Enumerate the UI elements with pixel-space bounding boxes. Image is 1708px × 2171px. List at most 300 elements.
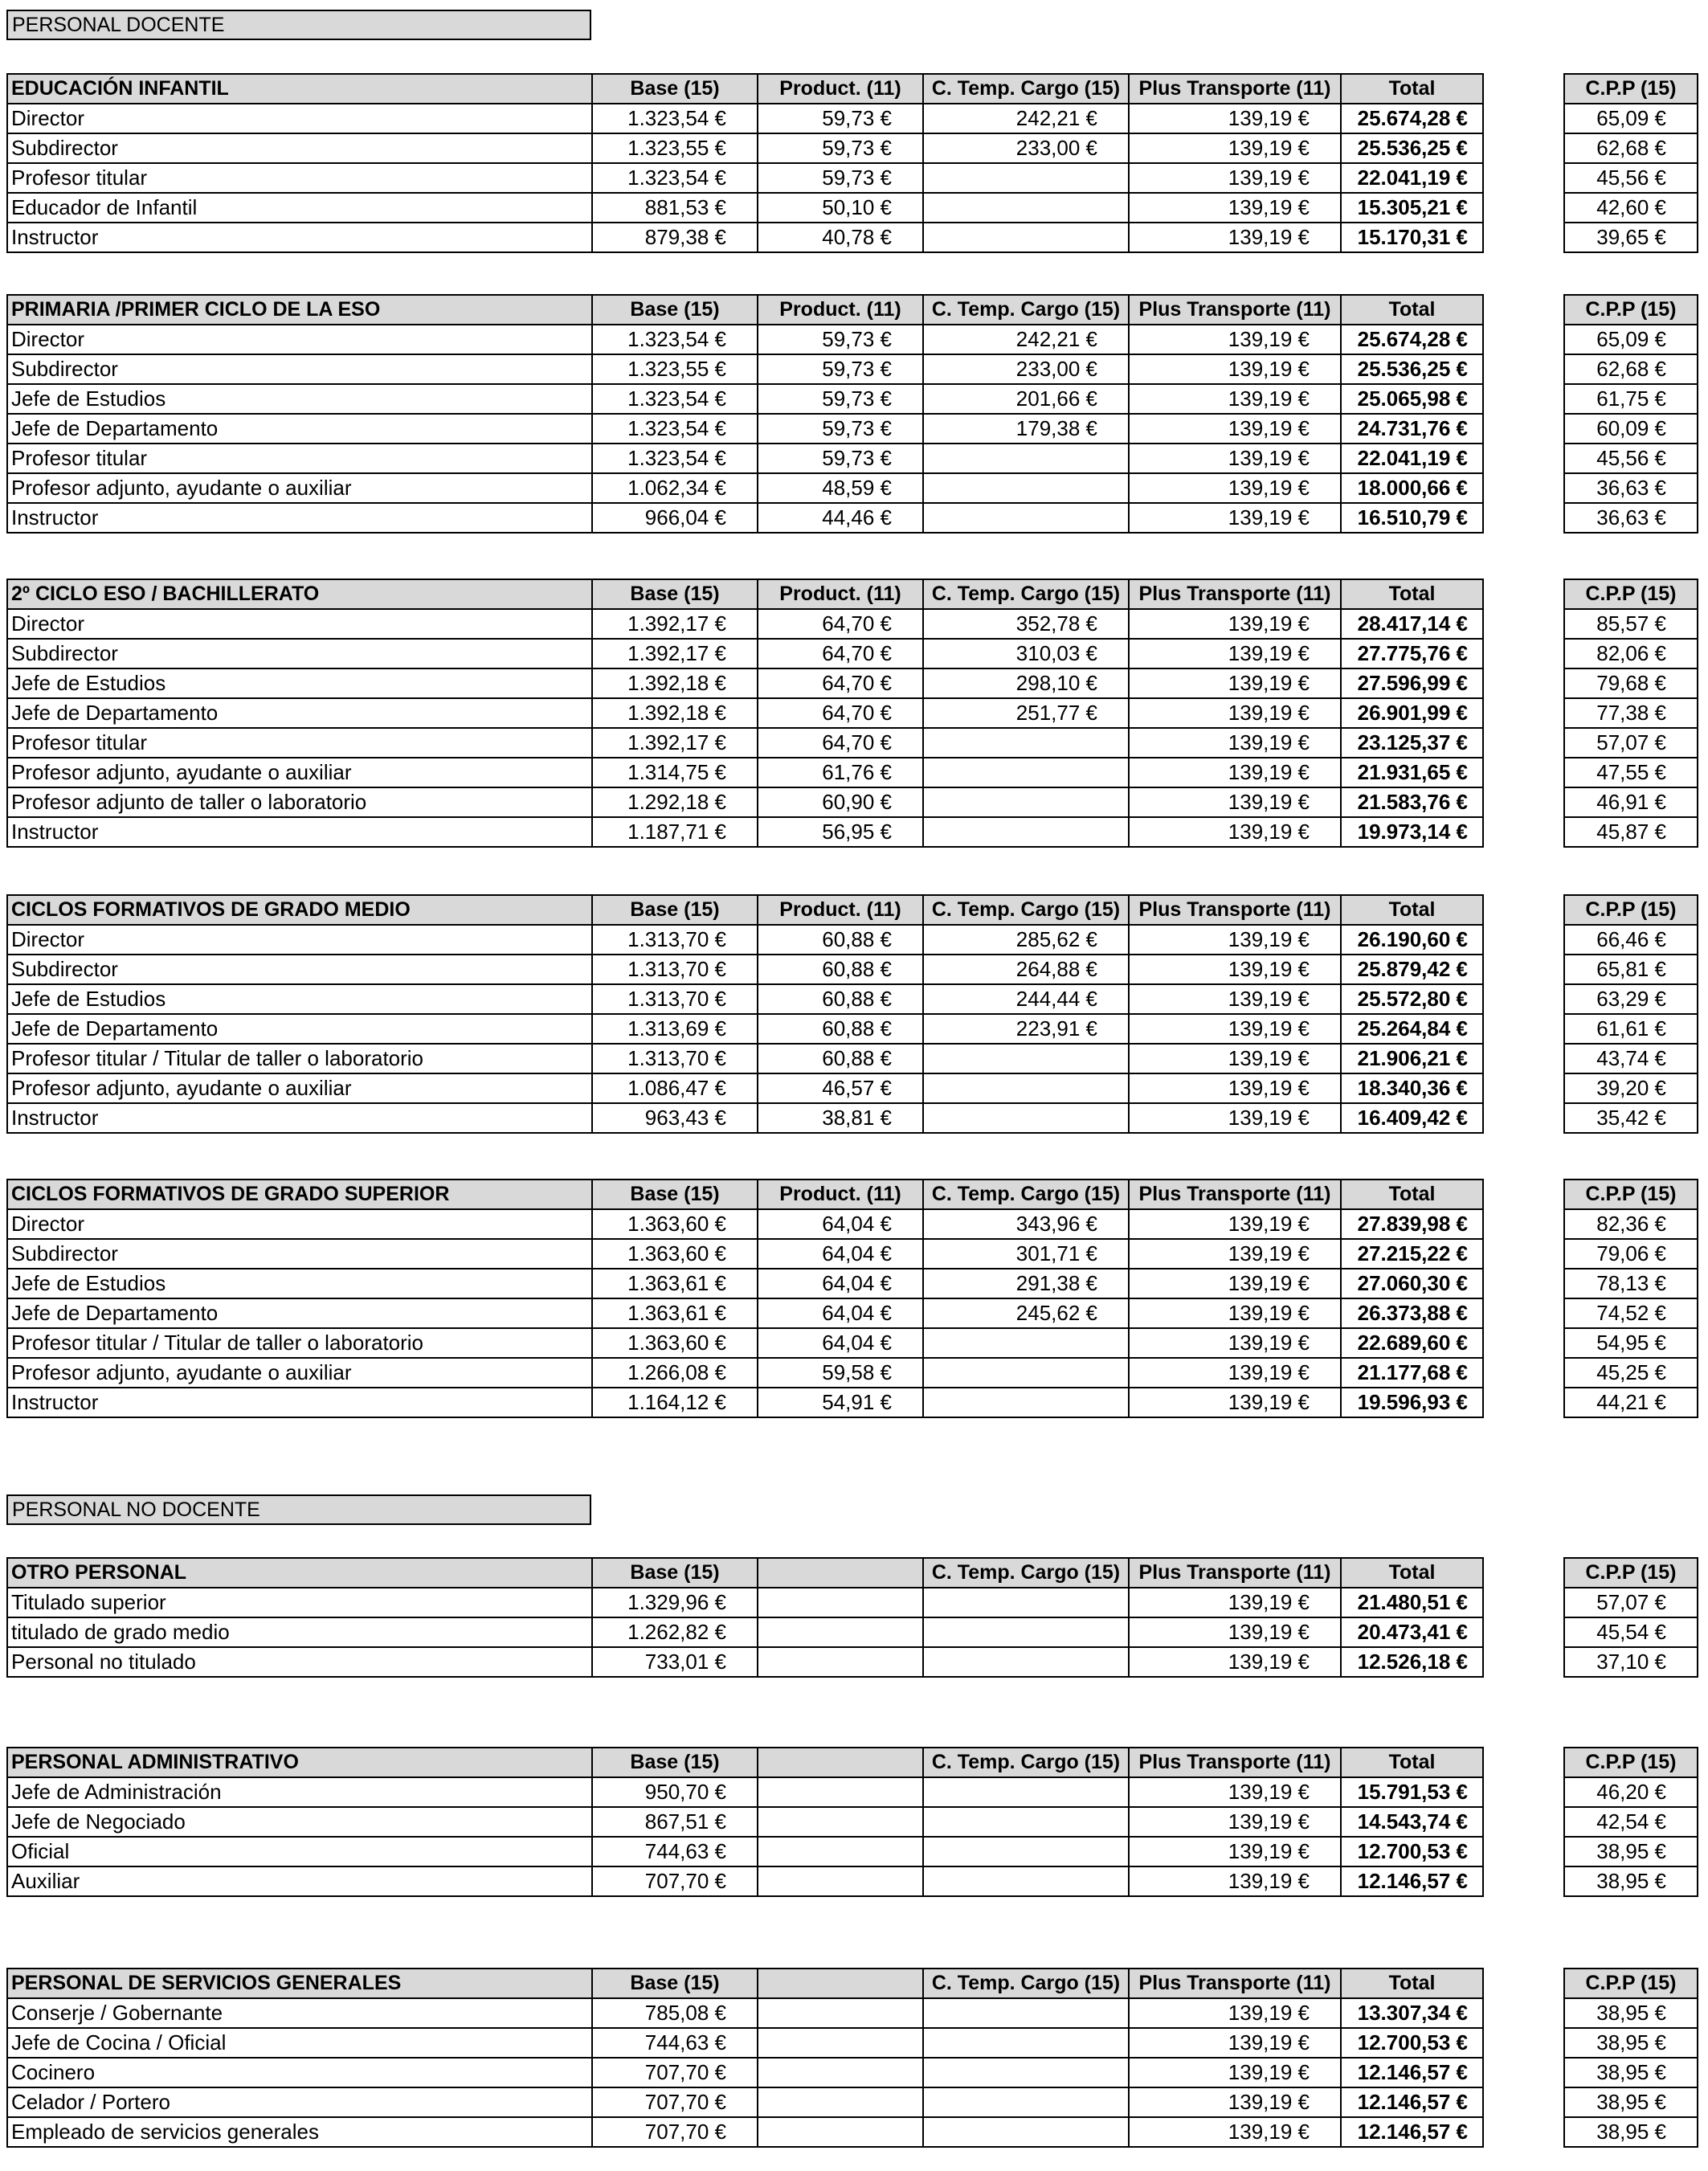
table-row <box>7 1807 1698 1837</box>
cell-product: 48,59 € <box>758 473 923 503</box>
cell-cpp: 38,95 € <box>1564 2117 1698 2147</box>
section-title: PERSONAL ADMINISTRATIVO <box>7 1748 592 1777</box>
cell-plus-transporte: 139,19 € <box>1129 1073 1341 1103</box>
cell-plus-transporte: 139,19 € <box>1129 639 1341 668</box>
row-label: Profesor adjunto, ayudante o auxiliar <box>7 758 592 787</box>
cell-cpp: 82,36 € <box>1564 1209 1698 1239</box>
table-row <box>7 1239 1698 1269</box>
column-gap <box>1483 1588 1564 1617</box>
column-gap <box>1483 955 1564 984</box>
header-cpp: C.P.P (15) <box>1564 579 1698 609</box>
cell-total: 25.536,25 € <box>1341 354 1483 384</box>
header-plus-transporte: Plus Transporte (11) <box>1129 1748 1341 1777</box>
cell-cpp: 35,42 € <box>1564 1103 1698 1133</box>
row-label: Profesor adjunto, ayudante o auxiliar <box>7 473 592 503</box>
header-cpp: C.P.P (15) <box>1564 74 1698 104</box>
table-row <box>7 758 1698 787</box>
header-product: Product. (11) <box>758 295 923 325</box>
table-header-row <box>7 1969 1698 1998</box>
section-servicios-generales <box>6 1968 1697 2148</box>
cell-cpp: 46,20 € <box>1564 1777 1698 1807</box>
header-ctemp: C. Temp. Cargo (15) <box>923 1748 1129 1777</box>
salary-table <box>6 1179 1698 1418</box>
cell-ctemp: 352,78 € <box>923 609 1129 639</box>
table-row <box>7 2117 1698 2147</box>
cell-ctemp <box>923 1073 1129 1103</box>
cell-product: 64,70 € <box>758 639 923 668</box>
cell-total: 25.879,42 € <box>1341 955 1483 984</box>
cell-product: 38,81 € <box>758 1103 923 1133</box>
column-gap <box>1483 473 1564 503</box>
row-label: Jefe de Negociado <box>7 1807 592 1837</box>
cell-product <box>758 1588 923 1617</box>
row-label: Profesor titular <box>7 728 592 758</box>
cell-base: 1.392,17 € <box>592 728 758 758</box>
header-ctemp: C. Temp. Cargo (15) <box>923 1558 1129 1588</box>
cell-ctemp <box>923 1103 1129 1133</box>
salary-table <box>6 73 1698 253</box>
cell-plus-transporte: 139,19 € <box>1129 1777 1341 1807</box>
column-gap <box>1483 1969 1564 1998</box>
cell-product <box>758 2058 923 2087</box>
cell-plus-transporte: 139,19 € <box>1129 1388 1341 1417</box>
header-base: Base (15) <box>592 895 758 925</box>
row-label: Director <box>7 609 592 639</box>
cell-base: 1.262,82 € <box>592 1617 758 1647</box>
cell-plus-transporte: 139,19 € <box>1129 1269 1341 1298</box>
cell-plus-transporte: 139,19 € <box>1129 104 1341 133</box>
cell-cpp: 37,10 € <box>1564 1647 1698 1677</box>
column-gap <box>1483 163 1564 193</box>
column-gap <box>1483 1180 1564 1209</box>
cell-ctemp: 264,88 € <box>923 955 1129 984</box>
cell-total: 25.065,98 € <box>1341 384 1483 414</box>
table-row <box>7 1014 1698 1044</box>
cell-ctemp <box>923 1617 1129 1647</box>
header-total: Total <box>1341 579 1483 609</box>
cell-ctemp <box>923 1588 1129 1617</box>
cell-cpp: 79,68 € <box>1564 668 1698 698</box>
cell-total: 27.839,98 € <box>1341 1209 1483 1239</box>
column-gap <box>1483 787 1564 817</box>
table-row <box>7 817 1698 847</box>
cell-plus-transporte: 139,19 € <box>1129 503 1341 533</box>
row-label: Titulado superior <box>7 1588 592 1617</box>
table-row <box>7 925 1698 955</box>
row-label: Jefe de Departamento <box>7 1298 592 1328</box>
cell-product: 59,73 € <box>758 325 923 354</box>
table-row <box>7 1617 1698 1647</box>
cell-cpp: 77,38 € <box>1564 698 1698 728</box>
header-product: Product. (11) <box>758 1180 923 1209</box>
cell-product: 59,73 € <box>758 384 923 414</box>
cell-plus-transporte: 139,19 € <box>1129 758 1341 787</box>
cell-product: 56,95 € <box>758 817 923 847</box>
table-row <box>7 503 1698 533</box>
column-gap <box>1483 1073 1564 1103</box>
column-gap <box>1483 1358 1564 1388</box>
header-ctemp: C. Temp. Cargo (15) <box>923 295 1129 325</box>
column-gap <box>1483 104 1564 133</box>
salary-table <box>6 1968 1698 2148</box>
row-label: Celador / Portero <box>7 2087 592 2117</box>
cell-ctemp <box>923 728 1129 758</box>
column-gap <box>1483 639 1564 668</box>
table-row <box>7 1298 1698 1328</box>
cell-total: 25.536,25 € <box>1341 133 1483 163</box>
row-label: Jefe de Estudios <box>7 384 592 414</box>
cell-ctemp <box>923 817 1129 847</box>
cell-cpp: 42,54 € <box>1564 1807 1698 1837</box>
header-total: Total <box>1341 1748 1483 1777</box>
cell-cpp: 78,13 € <box>1564 1269 1698 1298</box>
cell-total: 15.305,21 € <box>1341 193 1483 223</box>
header-product <box>758 1969 923 1998</box>
cell-total: 23.125,37 € <box>1341 728 1483 758</box>
table-row <box>7 668 1698 698</box>
cell-base: 1.363,60 € <box>592 1328 758 1358</box>
cell-ctemp <box>923 1998 1129 2028</box>
row-label: Jefe de Estudios <box>7 984 592 1014</box>
row-label: Personal no titulado <box>7 1647 592 1677</box>
cell-total: 24.731,76 € <box>1341 414 1483 444</box>
table-row <box>7 2058 1698 2087</box>
table-header-row <box>7 1558 1698 1588</box>
cell-product: 59,73 € <box>758 414 923 444</box>
section-title: OTRO PERSONAL <box>7 1558 592 1588</box>
cell-base: 1.187,71 € <box>592 817 758 847</box>
table-row <box>7 1269 1698 1298</box>
cell-ctemp <box>923 1358 1129 1388</box>
cell-total: 20.473,41 € <box>1341 1617 1483 1647</box>
table-row <box>7 2028 1698 2058</box>
table-header-row <box>7 579 1698 609</box>
column-gap <box>1483 1209 1564 1239</box>
column-gap <box>1483 1044 1564 1073</box>
cell-product: 54,91 € <box>758 1388 923 1417</box>
salary-table <box>6 1747 1698 1897</box>
header-product <box>758 1748 923 1777</box>
row-label: Instructor <box>7 817 592 847</box>
cell-product: 60,88 € <box>758 984 923 1014</box>
header-base: Base (15) <box>592 1969 758 1998</box>
cell-cpp: 39,65 € <box>1564 223 1698 252</box>
cell-cpp: 62,68 € <box>1564 354 1698 384</box>
header-total: Total <box>1341 1969 1483 1998</box>
column-gap <box>1483 1998 1564 2028</box>
cell-cpp: 45,56 € <box>1564 444 1698 473</box>
table-row <box>7 1044 1698 1073</box>
table-row <box>7 1998 1698 2028</box>
header-base: Base (15) <box>592 74 758 104</box>
section-segundo-ciclo-eso <box>6 579 1697 848</box>
cell-product: 60,88 € <box>758 1044 923 1073</box>
cell-total: 21.906,21 € <box>1341 1044 1483 1073</box>
header-cpp: C.P.P (15) <box>1564 1969 1698 1998</box>
header-plus-transporte: Plus Transporte (11) <box>1129 895 1341 925</box>
row-label: Jefe de Estudios <box>7 1269 592 1298</box>
cell-plus-transporte: 139,19 € <box>1129 473 1341 503</box>
cell-base: 707,70 € <box>592 2058 758 2087</box>
cell-cpp: 45,54 € <box>1564 1617 1698 1647</box>
cell-base: 1.392,17 € <box>592 609 758 639</box>
column-gap <box>1483 668 1564 698</box>
cell-cpp: 65,09 € <box>1564 325 1698 354</box>
table-row <box>7 104 1698 133</box>
cell-plus-transporte: 139,19 € <box>1129 223 1341 252</box>
table-row <box>7 384 1698 414</box>
row-label: Cocinero <box>7 2058 592 2087</box>
table-row <box>7 1358 1698 1388</box>
cell-ctemp: 301,71 € <box>923 1239 1129 1269</box>
row-label: Jefe de Departamento <box>7 414 592 444</box>
cell-plus-transporte: 139,19 € <box>1129 817 1341 847</box>
cell-cpp: 38,95 € <box>1564 2028 1698 2058</box>
personal-docente-label: PERSONAL DOCENTE <box>6 10 591 40</box>
row-label: Subdirector <box>7 354 592 384</box>
table-row <box>7 1209 1698 1239</box>
row-label: Profesor titular <box>7 163 592 193</box>
salary-table <box>6 1557 1698 1678</box>
cell-product: 64,04 € <box>758 1328 923 1358</box>
cell-cpp: 46,91 € <box>1564 787 1698 817</box>
cell-ctemp <box>923 1837 1129 1866</box>
table-row <box>7 473 1698 503</box>
row-label: Auxiliar <box>7 1866 592 1896</box>
column-gap <box>1483 1239 1564 1269</box>
cell-base: 1.313,70 € <box>592 955 758 984</box>
cell-total: 14.543,74 € <box>1341 1807 1483 1837</box>
cell-cpp: 36,63 € <box>1564 473 1698 503</box>
table-header-row <box>7 895 1698 925</box>
cell-total: 27.215,22 € <box>1341 1239 1483 1269</box>
cell-ctemp <box>923 1777 1129 1807</box>
cell-total: 12.146,57 € <box>1341 2117 1483 2147</box>
column-gap <box>1483 2117 1564 2147</box>
column-gap <box>1483 503 1564 533</box>
cell-cpp: 45,87 € <box>1564 817 1698 847</box>
cell-ctemp: 242,21 € <box>923 325 1129 354</box>
cell-total: 12.146,57 € <box>1341 2087 1483 2117</box>
cell-plus-transporte: 139,19 € <box>1129 1866 1341 1896</box>
cell-base: 1.363,60 € <box>592 1209 758 1239</box>
cell-product: 64,70 € <box>758 698 923 728</box>
cell-plus-transporte: 139,19 € <box>1129 609 1341 639</box>
cell-plus-transporte: 139,19 € <box>1129 698 1341 728</box>
cell-total: 21.177,68 € <box>1341 1358 1483 1388</box>
cell-total: 22.041,19 € <box>1341 444 1483 473</box>
cell-total: 21.931,65 € <box>1341 758 1483 787</box>
cell-ctemp: 310,03 € <box>923 639 1129 668</box>
cell-product: 64,70 € <box>758 609 923 639</box>
cell-total: 25.264,84 € <box>1341 1014 1483 1044</box>
cell-ctemp <box>923 758 1129 787</box>
cell-cpp: 61,75 € <box>1564 384 1698 414</box>
cell-cpp: 44,21 € <box>1564 1388 1698 1417</box>
cell-ctemp <box>923 503 1129 533</box>
header-cpp: C.P.P (15) <box>1564 1180 1698 1209</box>
cell-product: 64,04 € <box>758 1298 923 1328</box>
cell-product: 44,46 € <box>758 503 923 533</box>
row-label: titulado de grado medio <box>7 1617 592 1647</box>
table-row <box>7 1328 1698 1358</box>
cell-plus-transporte: 139,19 € <box>1129 1328 1341 1358</box>
cell-total: 22.041,19 € <box>1341 163 1483 193</box>
column-gap <box>1483 1014 1564 1044</box>
cell-plus-transporte: 139,19 € <box>1129 728 1341 758</box>
cell-plus-transporte: 139,19 € <box>1129 325 1341 354</box>
cell-product: 60,88 € <box>758 955 923 984</box>
cell-plus-transporte: 139,19 € <box>1129 1588 1341 1617</box>
table-row <box>7 698 1698 728</box>
column-gap <box>1483 223 1564 252</box>
row-label: Jefe de Departamento <box>7 1014 592 1044</box>
table-row <box>7 163 1698 193</box>
salary-table <box>6 579 1698 848</box>
column-gap <box>1483 758 1564 787</box>
header-product: Product. (11) <box>758 74 923 104</box>
cell-total: 26.373,88 € <box>1341 1298 1483 1328</box>
cell-total: 12.146,57 € <box>1341 1866 1483 1896</box>
cell-base: 1.392,18 € <box>592 668 758 698</box>
column-gap <box>1483 609 1564 639</box>
section-primaria <box>6 294 1697 534</box>
section-title: EDUCACIÓN INFANTIL <box>7 74 592 104</box>
table-row <box>7 133 1698 163</box>
cell-product <box>758 1617 923 1647</box>
cell-cpp: 38,95 € <box>1564 1866 1698 1896</box>
cell-total: 15.170,31 € <box>1341 223 1483 252</box>
cell-total: 26.190,60 € <box>1341 925 1483 955</box>
cell-cpp: 43,74 € <box>1564 1044 1698 1073</box>
row-label: Oficial <box>7 1837 592 1866</box>
header-base: Base (15) <box>592 579 758 609</box>
cell-total: 28.417,14 € <box>1341 609 1483 639</box>
cell-plus-transporte: 139,19 € <box>1129 1239 1341 1269</box>
cell-base: 1.323,54 € <box>592 163 758 193</box>
cell-base: 1.392,17 € <box>592 639 758 668</box>
cell-ctemp: 291,38 € <box>923 1269 1129 1298</box>
row-label: Profesor titular <box>7 444 592 473</box>
cell-plus-transporte: 139,19 € <box>1129 1044 1341 1073</box>
cell-ctemp: 298,10 € <box>923 668 1129 698</box>
cell-cpp: 57,07 € <box>1564 1588 1698 1617</box>
cell-cpp: 57,07 € <box>1564 728 1698 758</box>
column-gap <box>1483 1647 1564 1677</box>
cell-plus-transporte: 139,19 € <box>1129 668 1341 698</box>
header-base: Base (15) <box>592 1558 758 1588</box>
cell-product: 59,73 € <box>758 163 923 193</box>
row-label: Subdirector <box>7 133 592 163</box>
cell-base: 1.392,18 € <box>592 698 758 728</box>
salary-table <box>6 294 1698 534</box>
cell-cpp: 74,52 € <box>1564 1298 1698 1328</box>
header-plus-transporte: Plus Transporte (11) <box>1129 579 1341 609</box>
cell-base: 1.266,08 € <box>592 1358 758 1388</box>
header-ctemp: C. Temp. Cargo (15) <box>923 1180 1129 1209</box>
cell-cpp: 65,09 € <box>1564 104 1698 133</box>
cell-total: 25.674,28 € <box>1341 325 1483 354</box>
header-cpp: C.P.P (15) <box>1564 1748 1698 1777</box>
cell-product: 59,73 € <box>758 354 923 384</box>
cell-base: 1.313,70 € <box>592 1044 758 1073</box>
cell-total: 25.572,80 € <box>1341 984 1483 1014</box>
row-label: Profesor adjunto, ayudante o auxiliar <box>7 1073 592 1103</box>
cell-ctemp <box>923 1388 1129 1417</box>
cell-total: 16.409,42 € <box>1341 1103 1483 1133</box>
cell-total: 21.480,51 € <box>1341 1588 1483 1617</box>
row-label: Jefe de Estudios <box>7 668 592 698</box>
cell-product <box>758 2087 923 2117</box>
column-gap <box>1483 728 1564 758</box>
cell-plus-transporte: 139,19 € <box>1129 2058 1341 2087</box>
cell-plus-transporte: 139,19 € <box>1129 1647 1341 1677</box>
column-gap <box>1483 1328 1564 1358</box>
cell-base: 1.313,69 € <box>592 1014 758 1044</box>
row-label: Director <box>7 104 592 133</box>
table-row <box>7 2087 1698 2117</box>
row-label: Jefe de Administración <box>7 1777 592 1807</box>
header-total: Total <box>1341 1180 1483 1209</box>
cell-plus-transporte: 139,19 € <box>1129 1617 1341 1647</box>
cell-ctemp <box>923 787 1129 817</box>
cell-product: 64,04 € <box>758 1269 923 1298</box>
cell-base: 1.314,75 € <box>592 758 758 787</box>
column-gap <box>1483 444 1564 473</box>
cell-total: 12.700,53 € <box>1341 1837 1483 1866</box>
cell-base: 1.363,61 € <box>592 1298 758 1328</box>
cell-total: 27.596,99 € <box>1341 668 1483 698</box>
column-gap <box>1483 1103 1564 1133</box>
cell-base: 1.363,61 € <box>592 1269 758 1298</box>
column-gap <box>1483 1617 1564 1647</box>
cell-product: 59,73 € <box>758 444 923 473</box>
header-plus-transporte: Plus Transporte (11) <box>1129 1969 1341 1998</box>
cell-cpp: 61,61 € <box>1564 1014 1698 1044</box>
row-label: Jefe de Departamento <box>7 698 592 728</box>
cell-ctemp: 245,62 € <box>923 1298 1129 1328</box>
header-base: Base (15) <box>592 1180 758 1209</box>
cell-total: 27.775,76 € <box>1341 639 1483 668</box>
cell-total: 26.901,99 € <box>1341 698 1483 728</box>
header-cpp: C.P.P (15) <box>1564 895 1698 925</box>
cell-ctemp <box>923 1647 1129 1677</box>
cell-base: 707,70 € <box>592 1866 758 1896</box>
cell-base: 1.323,54 € <box>592 414 758 444</box>
header-total: Total <box>1341 74 1483 104</box>
cell-base: 881,53 € <box>592 193 758 223</box>
header-ctemp: C. Temp. Cargo (15) <box>923 74 1129 104</box>
cell-base: 707,70 € <box>592 2117 758 2147</box>
cell-ctemp <box>923 1807 1129 1837</box>
column-gap <box>1483 817 1564 847</box>
cell-product <box>758 2028 923 2058</box>
cell-base: 707,70 € <box>592 2087 758 2117</box>
row-label: Educador de Infantil <box>7 193 592 223</box>
column-gap <box>1483 1837 1564 1866</box>
header-plus-transporte: Plus Transporte (11) <box>1129 1180 1341 1209</box>
table-row <box>7 414 1698 444</box>
cell-total: 21.583,76 € <box>1341 787 1483 817</box>
cell-ctemp: 233,00 € <box>923 133 1129 163</box>
cell-product: 61,76 € <box>758 758 923 787</box>
cell-plus-transporte: 139,19 € <box>1129 1807 1341 1837</box>
column-gap <box>1483 2087 1564 2117</box>
cell-ctemp <box>923 1866 1129 1896</box>
column-gap <box>1483 193 1564 223</box>
cell-base: 1.292,18 € <box>592 787 758 817</box>
table-row <box>7 1103 1698 1133</box>
